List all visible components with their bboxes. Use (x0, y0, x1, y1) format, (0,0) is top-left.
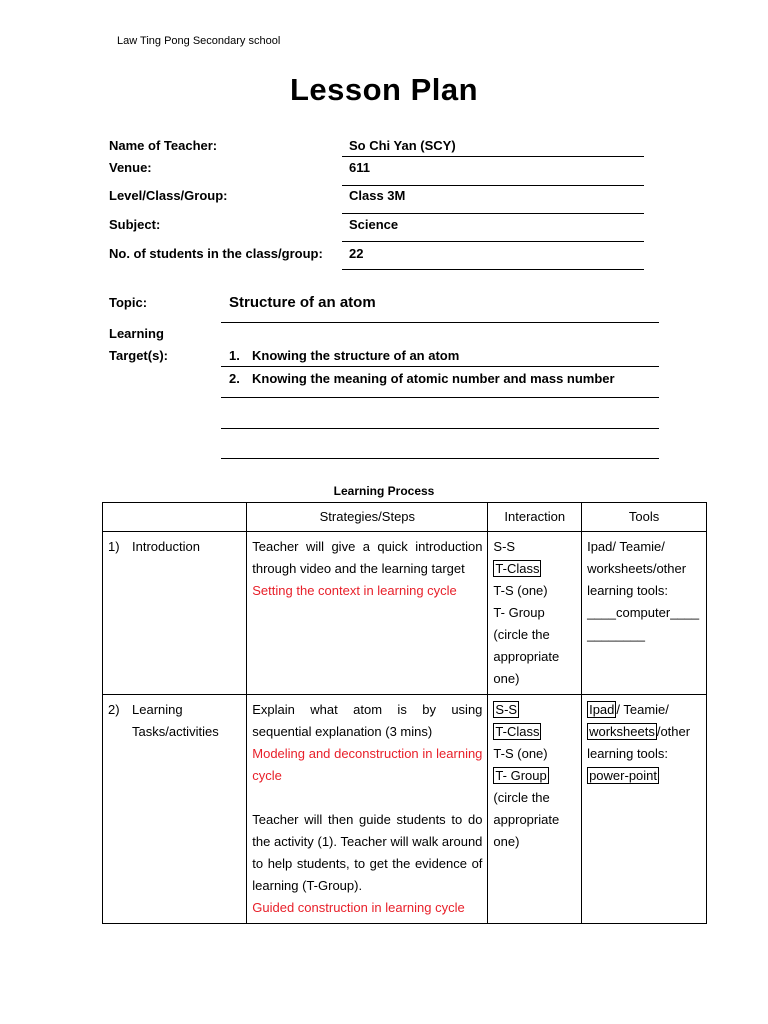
interaction-cell (488, 532, 582, 695)
strategy-cycle-note: Setting the context in learning cycle (252, 583, 457, 598)
strategy-cell (247, 695, 488, 924)
learning-process-title: Learning Process (333, 484, 435, 498)
tools-cell (582, 695, 707, 924)
interaction-hint: (circle the appropriate one) (493, 627, 560, 686)
header-interaction: Interaction (488, 503, 582, 532)
target-1-num: 1. (229, 348, 240, 363)
table-header-row (103, 503, 707, 532)
strategy-text: Teacher will give a quick introduction through video and the learning target (252, 539, 483, 576)
value-students: 22 (349, 246, 364, 261)
school-name: Law Ting Pong Secondary school (117, 35, 281, 47)
tools-text: /other learning tools: (587, 724, 691, 761)
value-topic: Structure of an atom (229, 294, 376, 311)
stage-cell (103, 695, 247, 924)
interaction-option-selected: T-Class (495, 561, 540, 576)
stage-name: Learning (132, 702, 183, 717)
target-1-text: Knowing the structure of an atom (252, 348, 460, 363)
stage-cell (103, 532, 247, 695)
value-venue: 611 (349, 160, 370, 175)
strategy-cycle-note: Modeling and deconstruction in learning cycle (252, 746, 483, 783)
tools-other: ____computer____ ________ (587, 605, 700, 642)
header-stage (103, 503, 247, 532)
strategy-text: Explain what atom is by using sequential explanation (3 mins) (252, 702, 483, 739)
value-level: Class 3M (349, 188, 406, 203)
interaction-hint: (circle the appropriate one) (493, 790, 560, 849)
interaction-option-selected: T- Group (495, 768, 547, 783)
interaction-option: T- Group (493, 605, 545, 620)
stage-name: Introduction (132, 539, 200, 554)
page-title: Lesson Plan (289, 72, 479, 107)
stage-number: 1) (108, 539, 120, 554)
tools-list: Ipad/ Teamie/ worksheets/other learning tools: (587, 539, 687, 598)
label-students: No. of students in the class/group: (109, 246, 323, 261)
value-teacher: So Chi Yan (SCY) (349, 138, 456, 153)
label-venue: Venue: (109, 160, 152, 175)
interaction-option: T-S (one) (493, 746, 548, 761)
tool-selected: power-point (589, 768, 658, 783)
interaction-option-selected: T-Class (495, 724, 540, 739)
label-topic: Topic: (109, 295, 148, 310)
table-row (103, 532, 707, 695)
label-targets: Target(s): (109, 348, 168, 363)
stage-name-line2: Tasks/activities (132, 724, 219, 739)
strategy-text-2: Teacher will then guide students to do the activity (1). Teacher will walk around to help students, to get the evidence of learning (T-Group). (252, 812, 483, 893)
label-subject: Subject: (109, 217, 161, 232)
stage-number: 2) (108, 702, 120, 717)
tool-selected: worksheets (589, 724, 655, 739)
strategy-cell (247, 532, 488, 695)
interaction-option-selected: S-S (495, 702, 518, 717)
header-strategies: Strategies/Steps (247, 503, 488, 532)
strategy-cycle-note-2: Guided construction in learning cycle (252, 900, 465, 915)
interaction-cell (488, 695, 582, 924)
header-tools: Tools (582, 503, 707, 532)
tools-text: / Teamie/ (616, 702, 669, 717)
target-2-num: 2. (229, 371, 240, 386)
interaction-option: T-S (one) (493, 583, 548, 598)
target-2-text: Knowing the meaning of atomic number and mass number (252, 371, 615, 386)
interaction-option: S-S (493, 539, 516, 554)
tools-cell (582, 532, 707, 695)
table-row (103, 695, 707, 924)
label-teacher: Name of Teacher: (109, 138, 218, 153)
value-subject: Science (349, 217, 399, 232)
learning-process-table (102, 502, 707, 924)
label-learning: Learning (109, 326, 164, 341)
label-level: Level/Class/Group: (109, 188, 228, 203)
tool-selected: Ipad (589, 702, 615, 717)
